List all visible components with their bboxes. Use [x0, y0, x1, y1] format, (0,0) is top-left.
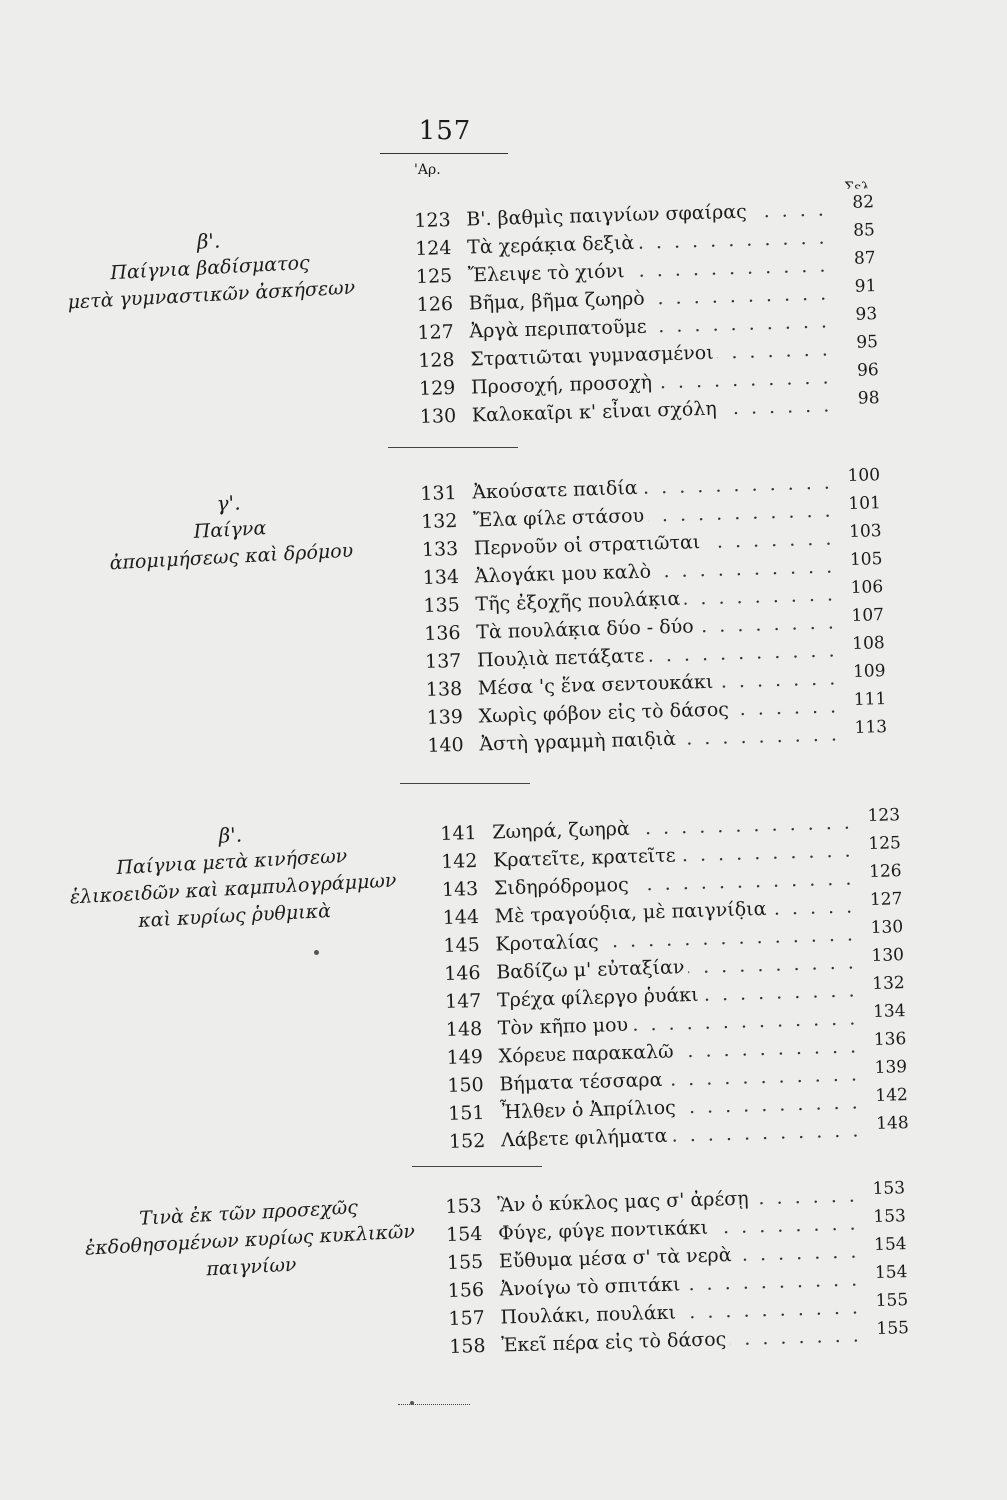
entry-number: 128: [417, 348, 455, 372]
entry-title: Ἀστὴ γραμμὴ παιδ̣ιὰ: [479, 725, 680, 759]
entry-number: 129: [418, 376, 456, 400]
section-letter: β'.: [218, 822, 243, 848]
entry-number: 145: [443, 933, 481, 957]
entry-number: 151: [447, 1101, 485, 1125]
entry-title: Περνοῦν οἱ στρατιῶται: [474, 528, 705, 562]
section-divider: [388, 447, 518, 448]
section-heading: [52, 813, 412, 939]
entry-title: Σιδηρόδρομος: [494, 871, 634, 903]
entry-number: 149: [446, 1045, 484, 1069]
entry-page: 95: [836, 328, 879, 357]
heading-line: ἐκδοθησομένων κυρίως κυκλικῶν: [84, 1220, 416, 1260]
entry-title: Μὲ τραγούδ̣ια, μὲ παιγνίδ̣ια: [494, 895, 770, 931]
entry-title: Ἂν ὁ κύκλος μας σ' ἀρέσῃ: [497, 1184, 753, 1219]
entry-number: 132: [420, 509, 458, 533]
entry-page: 130: [862, 941, 905, 970]
entry-title: Β'. βαθμὶς παιγνίων σφαίρας: [466, 198, 751, 234]
entry-title: Βαδίζω μ' εὐταξίαν: [496, 953, 689, 986]
entry-title: Μέσα 'ς ἕνα σεντουκάκι: [477, 668, 717, 703]
entry-number: 146: [443, 961, 481, 985]
heading-line: παιγνίων: [205, 1253, 297, 1281]
entry-title: Βήματα τέσσαρα: [499, 1066, 667, 1099]
entry-title: Ζωηρά, ζωηρὰ: [492, 815, 634, 847]
entry-title: Κροταλίας: [495, 928, 603, 959]
entry-number: 148: [445, 1017, 483, 1041]
entry-number: 126: [416, 292, 454, 316]
entry-page: 101: [838, 489, 881, 518]
section-divider: [412, 1166, 542, 1167]
entry-number: 123: [414, 208, 451, 232]
entry-title: Ἀλογάκι μου καλὸ: [474, 557, 655, 590]
entry-number: 124: [414, 236, 452, 260]
entry-number: 139: [426, 705, 464, 729]
entry-title: Χωρὶς φόβον εἰς τὸ δάσος: [478, 695, 733, 730]
entry-number: 156: [447, 1278, 485, 1302]
entry-page: 126: [859, 857, 902, 886]
entry-page: 127: [860, 885, 903, 914]
heading-line: ἑλικοειδῶν καὶ καμπυλογράμμων: [69, 869, 397, 909]
entry-page: 106: [841, 573, 884, 602]
entry-page: 98: [837, 384, 880, 413]
entry-title: Προσοχή, προσοχὴ: [471, 368, 657, 401]
entry-number: 153: [445, 1194, 482, 1218]
heading-line: Παίγνια μετὰ κινήσεων: [115, 844, 348, 880]
entry-title: Πουλάκι, πουλάκι: [500, 1298, 680, 1331]
entry-title: Πουλ̣ιὰ πετάξατε: [477, 642, 649, 675]
heading-line: μετὰ γυμναστικῶν ἀσκήσεων: [67, 276, 356, 314]
section-heading: [33, 219, 387, 318]
entry-title: Ἔλα φίλε στάσου: [473, 502, 649, 535]
entry-title: Ἐκεῖ πέρα εἰς τὸ δάσος: [501, 1325, 731, 1359]
entry-title: Κρατεῖτε, κρατεῖτε: [493, 841, 680, 874]
entry-number: 137: [424, 649, 462, 673]
entry-page: 125: [858, 829, 901, 858]
entry-page: 96: [836, 356, 879, 385]
entry-title: Τὰ χεράκ̣ια δεξιὰ: [467, 229, 639, 262]
entry-page: 139: [865, 1053, 908, 1082]
entry-number: 143: [441, 877, 479, 901]
entry-page: 109: [843, 657, 886, 686]
entry-title: Χόρευε παρακαλῶ: [498, 1037, 678, 1070]
entry-number: 134: [422, 565, 460, 589]
entry-title: Ἀκούσατε παιδία: [472, 474, 642, 507]
heading-line: ἀπομιμήσεως καὶ δρόμου: [109, 539, 354, 575]
entry-number: 150: [447, 1073, 484, 1097]
section-heading: [68, 1191, 432, 1291]
entry-number: 155: [446, 1250, 484, 1274]
entry-number: 152: [448, 1129, 486, 1153]
entry-title: Τὰ πουλάκ̣ια δύο - δύο: [476, 612, 698, 646]
entry-title: Φύγε, φύγε ποντικάκι: [498, 1214, 713, 1248]
entry-number: 141: [440, 821, 477, 845]
entry-number: 133: [421, 537, 459, 561]
entry-title: Τὸν κῆπο μου: [497, 1011, 632, 1043]
entry-title: Ἦλθεν ὁ Ἀπρίλιος: [500, 1093, 680, 1126]
entry-page: 123: [858, 801, 901, 830]
section-divider: [400, 783, 530, 784]
entry-page: 108: [842, 629, 885, 658]
section-divider: [398, 1404, 470, 1405]
entry-title: Ἀργὰ περιπατοῦμε: [469, 312, 651, 345]
entry-number: 154: [445, 1222, 483, 1246]
entry-number: 130: [419, 404, 457, 428]
entry-title: Στρατιῶται γυμνασμένοι: [470, 339, 718, 374]
ink-speck: [314, 950, 319, 955]
entry-page: 103: [839, 517, 882, 546]
entry-page: 87: [833, 244, 876, 273]
entry-number: 131: [420, 481, 457, 505]
entry-page: 153: [863, 1202, 906, 1231]
heading-line: καὶ κυρίως ῥυθμικὰ: [137, 899, 332, 932]
entry-number: 135: [423, 593, 461, 617]
entry-page: 91: [834, 272, 877, 301]
page-number-rule: [380, 153, 508, 154]
entry-title: Λάβετε φιλήματα: [501, 1122, 672, 1155]
number-column-header: 'Αρ.: [414, 162, 441, 178]
heading-line: Παίγνια βαδίσματος: [109, 251, 311, 285]
entry-number: 147: [444, 989, 482, 1013]
entry-title: Ἀνοίγω τὸ σπιτάκι: [499, 1270, 684, 1303]
entry-page: 113: [845, 713, 888, 742]
entry-page: 132: [862, 969, 905, 998]
entry-page: 111: [844, 685, 887, 714]
section-heading: [78, 482, 382, 579]
entry-page: 155: [867, 1314, 910, 1343]
entry-number: 140: [427, 733, 464, 757]
entry-number: 158: [448, 1334, 486, 1358]
heading-line: Τινὰ ἐκ τῶν προσεχῶς: [138, 1196, 359, 1230]
entry-page: 105: [840, 545, 883, 574]
entry-page: 155: [866, 1286, 909, 1315]
entry-title: Βῆμα, βῆμα ζωηρὸ: [468, 284, 649, 317]
entry-title: Εὔθυμα μέσα σ' τὰ νερὰ: [499, 1241, 736, 1276]
heading-line: Παίγνα: [193, 517, 267, 543]
entry-title: Καλοκαῖρι κ' εἶναι σχόλη: [471, 395, 721, 430]
entry-page: 142: [865, 1081, 908, 1110]
entry-page: 134: [863, 997, 906, 1026]
entry-number: 125: [415, 264, 453, 288]
entry-page: 93: [835, 300, 878, 329]
entry-page: 154: [864, 1230, 907, 1259]
entry-title: Τῆς ἐξοχῆς πουλάκ̣ια: [475, 585, 685, 619]
entry-page: 107: [842, 601, 885, 630]
entry-page: 130: [861, 913, 904, 942]
section-letter: β'.: [196, 228, 221, 254]
entry-title: Ἔλειψε τὸ χιόνι: [468, 257, 629, 289]
entry-number: 142: [440, 849, 478, 873]
entry-number: 144: [442, 905, 480, 929]
entry-number: 127: [417, 320, 455, 344]
entry-page: 148: [866, 1109, 909, 1138]
entry-page: 85: [832, 216, 875, 245]
section-letter: γ'.: [216, 490, 242, 516]
entry-page: 154: [865, 1258, 908, 1287]
page-number: 157: [418, 116, 472, 146]
entry-number: 136: [423, 621, 461, 645]
entry-number: 157: [448, 1306, 486, 1330]
ink-speck: [410, 1401, 414, 1405]
entry-page: 82: [832, 188, 875, 217]
entry-title: Τρέχα φίλεργο ῥυάκι: [497, 981, 703, 1015]
entry-page: 100: [838, 461, 881, 490]
entry-page: 136: [864, 1025, 907, 1054]
entry-number: 138: [425, 677, 463, 701]
entry-page: 153: [863, 1174, 906, 1203]
